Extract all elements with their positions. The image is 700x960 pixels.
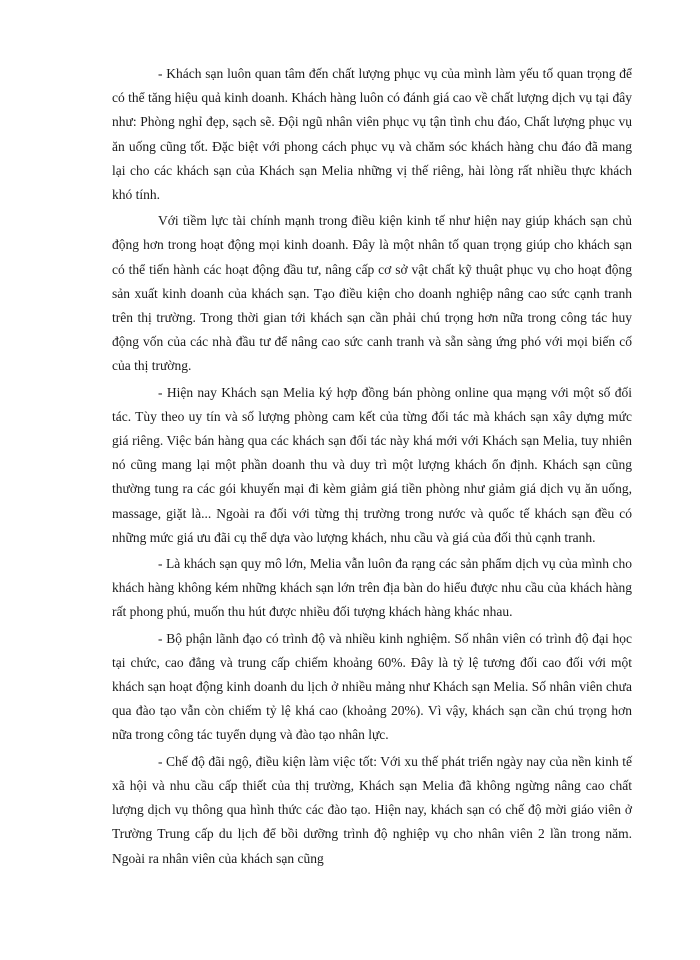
- paragraph-management-staff: - Bộ phận lãnh đạo có trình độ và nhiều kinh nghiệm. Số nhân viên có trình độ đại học tại chức, cao đẳng và trung cấp chiếm khoảng 60%. Đây là tỷ lệ tương đối cao đối với một khách sạn hoạt động kinh doanh du lịch ở nhiều mảng như Khách sạn Melia. Số nhân viên chưa qua đào tạo vẫn còn chiếm tỷ lệ khá cao (khoảng 20%). Vì vậy, khách sạn cần chú trọng hơn nữa trong công tác tuyển dụng và đào tạo nhân lực.: [112, 630, 632, 743]
- paragraph-online-sales: - Hiện nay Khách sạn Melia ký hợp đồng bán phòng online qua mạng với một số đối tác. Tùy theo uy tín và số lượng phòng cam kết của từng đối tác mà khách sạn xây dựng mức giá riêng. Việc bán hàng qua các khách sạn đối tác này khá mới với Khách sạn Melia, tuy nhiên nó cũng mang lại một phần doanh thu và duy trì một lượng khách ổn định. Khách sạn cũng thường tung ra các gói khuyến mại đi kèm giảm giá tiền phòng như giảm giá dịch vụ ăn uống, massage, giặt là... Ngoài ra đối với từng thị trường trong nước và quốc tế khách sạn đều có những mức giá ưu đãi cụ thể dựa vào lượng khách, nhu cầu và giá của đối thủ cạnh tranh.: [112, 384, 632, 545]
- paragraph-product-diversity: - Là khách sạn quy mô lớn, Melia vẫn luôn đa rạng các sản phẩm dịch vụ của mình cho khách hàng không kém những khách sạn lớn trên địa bàn do hiểu được nhu cầu của khách hàng rất phong phú, muốn thu hút được nhiều đối tượng khách hàng khác nhau.: [112, 556, 632, 620]
- paragraph-financial-capacity: Với tiềm lực tài chính mạnh trong điều kiện kinh tế như hiện nay giúp khách sạn chủ động hơn trong hoạt động mọi kinh doanh. Đây là một nhân tố quan trọng giúp cho khách sạn có thể tiến hành các hoạt động đầu tư, nâng cấp cơ sở vật chất kỹ thuật phục vụ cho hoạt động sản xuất kinh doanh của khách sạn. Tạo điều kiện cho doanh nghiệp nâng cao sức cạnh tranh trên thị trường. Trong thời gian tới khách sạn cần phải chú trọng hơn nữa trong công tác huy động vốn của các nhà đầu tư để nâng cao sức canh tranh và sẵn sàng ứng phó với mọi biến cố của thị trường.: [112, 213, 632, 374]
- paragraph-service-quality: - Khách sạn luôn quan tâm đến chất lượng phục vụ của mình làm yếu tố quan trọng để có thể tăng hiệu quả kinh doanh. Khách hàng luôn có đánh giá cao về chất lượng dịch vụ tại đây như: Phòng nghỉ đẹp, sạch sẽ. Đội ngũ nhân viên phục vụ tận tình chu đáo, Chất lượng phục vụ ăn uống cũng tốt. Đặc biệt với phong cách phục vụ và chăm sóc khách hàng chu đáo đã mang lại cho các khách sạn của Khách sạn Melia những vị thế riêng, hài lòng rất nhiều thực khách khó tính.: [112, 66, 632, 203]
- paragraph-working-conditions: - Chế độ đãi ngộ, điều kiện làm việc tốt: Với xu thế phát triển ngày nay của nền kinh tế xã hội và nhu cầu cấp thiết của thị trường, Khách sạn Melia đã không ngừng nâng cao chất lượng dịch vụ thông qua hình thức các đào tạo. Hiện nay, khách sạn có chế độ mời giáo viên ở Trường Trung cấp du lịch để bồi dưỡng trình độ nghiệp vụ cho nhân viên 2 lần trong năm. Ngoài ra nhân viên của khách sạn cũng: [112, 753, 632, 866]
- document-body: [112, 62, 632, 873]
